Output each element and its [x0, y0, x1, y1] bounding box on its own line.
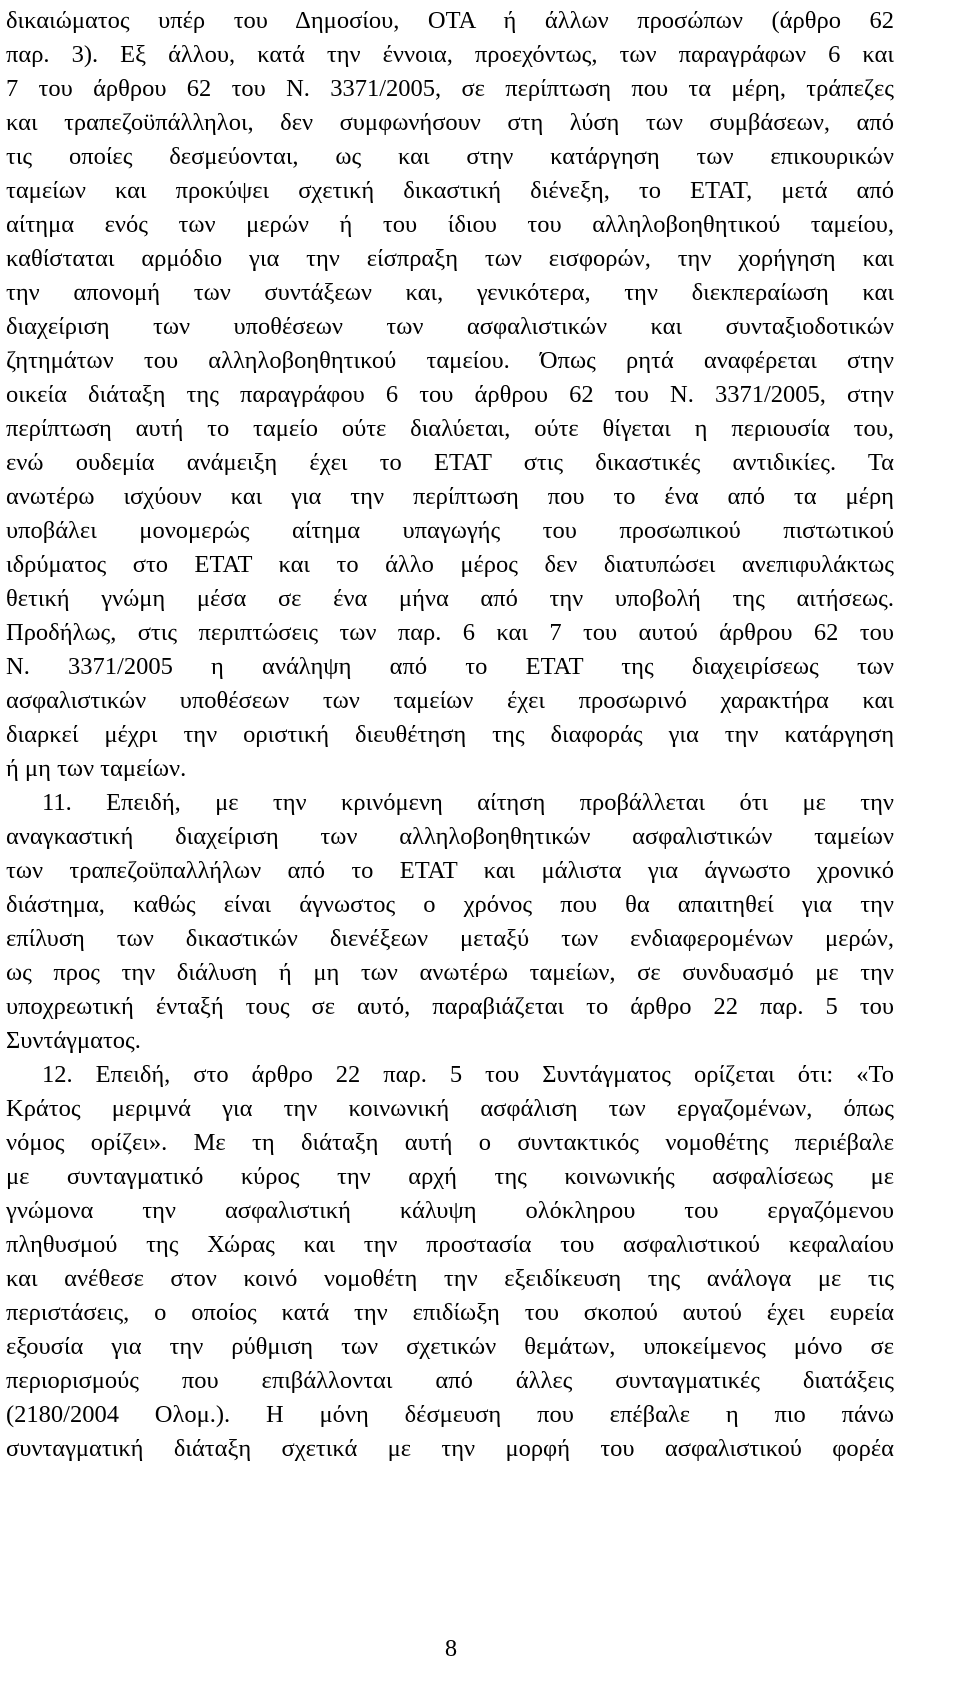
text-line: με συνταγματικό κύρος την αρχή της κοινωνικής ασφαλίσεως με [6, 1163, 894, 1190]
text-line: παρ. 3). Εξ άλλου, κατά την έννοια, προεχόντως, των παραγράφων 6 και [6, 41, 894, 68]
text-line: ασφαλιστικών υποθέσεων των ταμείων έχει προσωρινό χαρακτήρα και [6, 687, 894, 714]
text-line: δικαιώματος υπέρ του Δημοσίου, ΟΤΑ ή άλλων προσώπων (άρθρο 62 [6, 7, 894, 34]
text-line: περίπτωση αυτή το ταμείο ούτε διαλύεται, ούτε θίγεται η περιουσία του, [6, 415, 894, 442]
text-line: οικεία διάταξη της παραγράφου 6 του άρθρου 62 του Ν. 3371/2005, στην [6, 381, 894, 408]
text-line: θετική γνώμη μέσα σε ένα μήνα από την υποβολή της αιτήσεως. [6, 585, 894, 612]
text-line: νόμος ορίζει». Με τη διάταξη αυτή ο συντακτικός νομοθέτης περιέβαλε [6, 1129, 894, 1156]
text-line: Συντάγματος. [6, 1027, 141, 1054]
text-line: την απονομή των συντάξεων και, γενικότερα, την διεκπεραίωση και [6, 279, 894, 306]
text-line: Προδήλως, στις περιπτώσεις των παρ. 6 και 7 του αυτού άρθρου 62 του [6, 619, 894, 646]
text-line: εξουσία για την ρύθμιση των σχετικών θεμάτων, υποκείμενος μόνο σε [6, 1333, 894, 1360]
text-line: περιστάσεις, ο οποίος κατά την επιδίωξη του σκοπού αυτού έχει ευρεία [6, 1299, 894, 1326]
text-line: (2180/2004 Ολομ.). Η μόνη δέσμευση που επέβαλε η πιο πάνω [6, 1401, 894, 1428]
text-line: 7 του άρθρου 62 του Ν. 3371/2005, σε περίπτωση που τα μέρη, τράπεζες [6, 75, 894, 102]
page-number: 8 [444, 1635, 458, 1662]
text-line: περιορισμούς που επιβάλλονται από άλλες συνταγματικές διατάξεις [6, 1367, 894, 1394]
text-line: διάστημα, καθώς είναι άγνωστος ο χρόνος που θα απαιτηθεί για την [6, 891, 894, 918]
text-line: ζητημάτων του αλληλοβοηθητικού ταμείου. Όπως ρητά αναφέρεται στην [6, 347, 894, 374]
text-line: των τραπεζοϋπαλλήλων από το ΕΤΑΤ και μάλιστα για άγνωστο χρονικό [6, 857, 894, 884]
text-line: ιδρύματος στο ΕΤΑΤ και το άλλο μέρος δεν διατυπώσει ανεπιφυλάκτως [6, 551, 894, 578]
text-line: Κράτος μεριμνά για την κοινωνική ασφάλιση των εργαζομένων, όπως [6, 1095, 894, 1122]
text-line: επίλυση των δικαστικών διενέξεων μεταξύ των ενδιαφερομένων μερών, [6, 925, 894, 952]
text-line: και ανέθεσε στον κοινό νομοθέτη την εξειδίκευση της ανάλογα με τις [6, 1265, 894, 1292]
text-line: τις οποίες δεσμεύονται, ως και στην κατάργηση των επικουρικών [6, 143, 894, 170]
paragraph-12-start: 12. Επειδή, στο άρθρο 22 παρ. 5 του Συντάγματος ορίζεται ότι: «Το [42, 1061, 894, 1088]
text-line: υποχρεωτική ένταξή τους σε αυτό, παραβιάζεται το άρθρο 22 παρ. 5 του [6, 993, 894, 1020]
text-line: ταμείων και προκύψει σχετική δικαστική διένεξη, το ΕΤΑΤ, μετά από [6, 177, 894, 204]
text-line: και τραπεζοϋπάλληλοι, δεν συμφωνήσουν στη λύση των συμβάσεων, από [6, 109, 894, 136]
text-line: Ν. 3371/2005 η ανάληψη από το ΕΤΑΤ της διαχειρίσεως των [6, 653, 894, 680]
text-line: ενώ ουδεμία ανάμειξη έχει το ΕΤΑΤ στις δικαστικές αντιδικίες. Τα [6, 449, 894, 476]
paragraph-11-start: 11. Επειδή, με την κρινόμενη αίτηση προβάλλεται ότι με την [42, 789, 894, 816]
text-line: διαχείριση των υποθέσεων των ασφαλιστικών και συνταξιοδοτικών [6, 313, 894, 340]
text-line: υποβάλει μονομερώς αίτημα υπαγωγής του προσωπικού πιστωτικού [6, 517, 894, 544]
text-line: γνώμονα την ασφαλιστική κάλυψη ολόκληρου του εργαζόμενου [6, 1197, 894, 1224]
text-line: ως προς την διάλυση ή μη των ανωτέρω ταμείων, σε συνδυασμό με την [6, 959, 894, 986]
text-line: ή μη των ταμείων. [6, 755, 187, 782]
text-line: καθίσταται αρμόδιο για την είσπραξη των εισφορών, την χορήγηση και [6, 245, 894, 272]
text-line: πληθυσμού της Χώρας και την προστασία του ασφαλιστικού κεφαλαίου [6, 1231, 894, 1258]
text-line: διαρκεί μέχρι την οριστική διευθέτηση της διαφοράς για την κατάργηση [6, 721, 894, 748]
text-line: αναγκαστική διαχείριση των αλληλοβοηθητικών ασφαλιστικών ταμείων [6, 823, 894, 850]
text-line: συνταγματική διάταξη σχετικά με την μορφή του ασφαλιστικού φορέα [6, 1435, 894, 1462]
text-line: αίτημα ενός των μερών ή του ίδιου του αλληλοβοηθητικού ταμείου, [6, 211, 894, 238]
text-line: ανωτέρω ισχύουν και για την περίπτωση που το ένα από τα μέρη [6, 483, 894, 510]
